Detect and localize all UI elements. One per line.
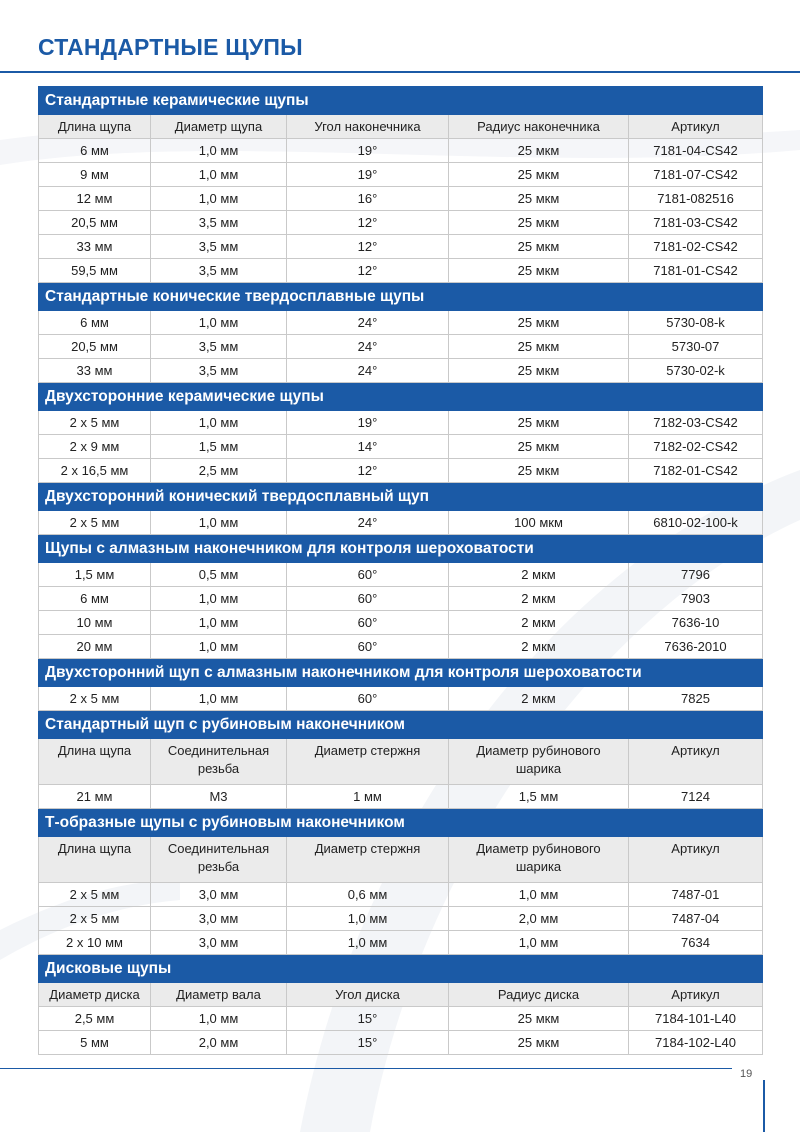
table-cell: 3,0 мм <box>151 907 287 931</box>
table-row <box>39 907 763 931</box>
table-cell: 9 мм <box>39 163 151 187</box>
table-cell: 60° <box>287 687 449 711</box>
column-header: Радиус наконечника <box>449 115 629 139</box>
probe-spec-table <box>38 86 763 1055</box>
table-row <box>39 931 763 955</box>
table-cell: 25 мкм <box>449 187 629 211</box>
table-cell: 25 мкм <box>449 435 629 459</box>
table-cell: 12° <box>287 459 449 483</box>
table-row <box>39 883 763 907</box>
table-row <box>39 611 763 635</box>
table-cell: 60° <box>287 563 449 587</box>
column-header: Диаметр диска <box>39 983 151 1007</box>
table-row <box>39 211 763 235</box>
table-cell: 33 мм <box>39 359 151 383</box>
table-cell: 2 мкм <box>449 611 629 635</box>
column-header-row <box>39 115 763 139</box>
table-cell: 60° <box>287 635 449 659</box>
table-cell: 12° <box>287 211 449 235</box>
table-cell: 2 мкм <box>449 687 629 711</box>
table-cell: 1,5 мм <box>449 785 629 809</box>
table-cell: 59,5 мм <box>39 259 151 283</box>
column-header: Длина щупа <box>39 115 151 139</box>
table-cell: 15° <box>287 1007 449 1031</box>
section-header <box>39 809 763 837</box>
column-header: Диаметр щупа <box>151 115 287 139</box>
table-cell: 5730-08-k <box>629 311 763 335</box>
title-underline <box>0 71 800 73</box>
table-cell: 25 мкм <box>449 1031 629 1055</box>
column-header-row <box>39 837 763 883</box>
table-cell: 25 мкм <box>449 211 629 235</box>
table-cell: 2 x 9 мм <box>39 435 151 459</box>
table-cell: 7636-10 <box>629 611 763 635</box>
table-cell: 60° <box>287 611 449 635</box>
table-cell: 2 мкм <box>449 635 629 659</box>
table-cell: 1,0 мм <box>151 187 287 211</box>
table-cell: M3 <box>151 785 287 809</box>
column-header: Угол наконечника <box>287 115 449 139</box>
table-row <box>39 785 763 809</box>
table-cell: 20,5 мм <box>39 335 151 359</box>
table-cell: 1,5 мм <box>151 435 287 459</box>
column-header: Радиус диска <box>449 983 629 1007</box>
table-cell: 12° <box>287 235 449 259</box>
table-cell: 3,5 мм <box>151 335 287 359</box>
table-cell: 100 мкм <box>449 511 629 535</box>
table-cell: 25 мкм <box>449 163 629 187</box>
table-cell: 2 x 5 мм <box>39 411 151 435</box>
table-cell: 2 x 5 мм <box>39 907 151 931</box>
table-row <box>39 687 763 711</box>
page-number: 19 <box>740 1068 753 1080</box>
table-cell: 25 мкм <box>449 411 629 435</box>
table-cell: 1,0 мм <box>287 907 449 931</box>
table-cell: 6810-02-100-k <box>629 511 763 535</box>
table-cell: 0,5 мм <box>151 563 287 587</box>
table-cell: 24° <box>287 511 449 535</box>
section-title: Щупы с алмазным наконечником для контроля шероховатости <box>39 535 763 563</box>
table-cell: 3,5 мм <box>151 259 287 283</box>
section-header <box>39 87 763 115</box>
table-cell: 19° <box>287 411 449 435</box>
table-row <box>39 435 763 459</box>
table-cell: 2 мкм <box>449 563 629 587</box>
column-header: Диаметр стержня <box>287 837 449 883</box>
section-header <box>39 483 763 511</box>
table-row <box>39 1007 763 1031</box>
table-cell: 3,5 мм <box>151 359 287 383</box>
table-row <box>39 459 763 483</box>
table-cell: 7182-01-CS42 <box>629 459 763 483</box>
table-cell: 1,0 мм <box>151 687 287 711</box>
table-cell: 7903 <box>629 587 763 611</box>
table-cell: 14° <box>287 435 449 459</box>
table-cell: 7181-01-CS42 <box>629 259 763 283</box>
table-cell: 6 мм <box>39 139 151 163</box>
table-cell: 2 x 5 мм <box>39 883 151 907</box>
table-row <box>39 335 763 359</box>
table-cell: 2 мкм <box>449 587 629 611</box>
column-header: Соединительная резьба <box>151 837 287 883</box>
table-cell: 19° <box>287 163 449 187</box>
column-header: Диаметр стержня <box>287 739 449 785</box>
table-cell: 7184-102-L40 <box>629 1031 763 1055</box>
table-cell: 7181-082516 <box>629 187 763 211</box>
table-cell: 2 x 5 мм <box>39 687 151 711</box>
table-cell: 25 мкм <box>449 139 629 163</box>
table-cell: 1,0 мм <box>151 587 287 611</box>
table-cell: 1,0 мм <box>151 611 287 635</box>
section-title: Дисковые щупы <box>39 955 763 983</box>
table-row <box>39 511 763 535</box>
table-cell: 2 x 10 мм <box>39 931 151 955</box>
table-cell: 24° <box>287 359 449 383</box>
footer-rule <box>0 1068 732 1069</box>
table-cell: 24° <box>287 311 449 335</box>
table-cell: 7181-03-CS42 <box>629 211 763 235</box>
section-title: Стандартный щуп с рубиновым наконечником <box>39 711 763 739</box>
column-header: Соединительная резьба <box>151 739 287 785</box>
column-header: Артикул <box>629 983 763 1007</box>
section-header <box>39 711 763 739</box>
table-cell: 24° <box>287 335 449 359</box>
table-cell: 25 мкм <box>449 359 629 383</box>
table-cell: 1,5 мм <box>39 563 151 587</box>
table-cell: 7124 <box>629 785 763 809</box>
table-cell: 7182-03-CS42 <box>629 411 763 435</box>
table-cell: 7487-01 <box>629 883 763 907</box>
table-cell: 7181-07-CS42 <box>629 163 763 187</box>
column-header: Диаметр вала <box>151 983 287 1007</box>
table-row <box>39 587 763 611</box>
table-cell: 2 x 16,5 мм <box>39 459 151 483</box>
section-title: Стандартные керамические щупы <box>39 87 763 115</box>
column-header-row <box>39 983 763 1007</box>
table-row <box>39 259 763 283</box>
table-cell: 33 мм <box>39 235 151 259</box>
table-cell: 25 мкм <box>449 311 629 335</box>
table-cell: 1,0 мм <box>151 311 287 335</box>
table-cell: 2,5 мм <box>151 459 287 483</box>
table-cell: 25 мкм <box>449 235 629 259</box>
table-row <box>39 563 763 587</box>
table-cell: 2,0 мм <box>449 907 629 931</box>
column-header: Артикул <box>629 837 763 883</box>
section-title: Двухсторонний щуп с алмазным наконечником для контроля шероховатости <box>39 659 763 687</box>
table-row <box>39 359 763 383</box>
table-cell: 1,0 мм <box>287 931 449 955</box>
table-cell: 1,0 мм <box>449 931 629 955</box>
table-cell: 25 мкм <box>449 459 629 483</box>
table-cell: 7487-04 <box>629 907 763 931</box>
table-row <box>39 187 763 211</box>
section-title: Двухсторонний конический твердосплавный щуп <box>39 483 763 511</box>
section-header <box>39 535 763 563</box>
section-title: Т-образные щупы с рубиновым наконечником <box>39 809 763 837</box>
table-row <box>39 139 763 163</box>
column-header: Артикул <box>629 115 763 139</box>
table-cell: 1,0 мм <box>151 139 287 163</box>
table-cell: 2,5 мм <box>39 1007 151 1031</box>
section-header <box>39 283 763 311</box>
table-cell: 7181-02-CS42 <box>629 235 763 259</box>
table-cell: 7182-02-CS42 <box>629 435 763 459</box>
table-cell: 19° <box>287 139 449 163</box>
table-cell: 25 мкм <box>449 1007 629 1031</box>
table-cell: 2,0 мм <box>151 1031 287 1055</box>
table-cell: 16° <box>287 187 449 211</box>
table-cell: 7634 <box>629 931 763 955</box>
table-cell: 2 x 5 мм <box>39 511 151 535</box>
table-row <box>39 311 763 335</box>
table-cell: 5 мм <box>39 1031 151 1055</box>
table-cell: 1 мм <box>287 785 449 809</box>
table-cell: 7796 <box>629 563 763 587</box>
table-cell: 5730-02-k <box>629 359 763 383</box>
table-cell: 3,5 мм <box>151 235 287 259</box>
table-cell: 25 мкм <box>449 335 629 359</box>
table-cell: 1,0 мм <box>449 883 629 907</box>
column-header: Артикул <box>629 739 763 785</box>
table-cell: 7825 <box>629 687 763 711</box>
section-header <box>39 955 763 983</box>
table-cell: 1,0 мм <box>151 163 287 187</box>
table-cell: 1,0 мм <box>151 511 287 535</box>
section-header <box>39 383 763 411</box>
table-row <box>39 163 763 187</box>
table-cell: 12° <box>287 259 449 283</box>
table-cell: 6 мм <box>39 587 151 611</box>
table-row <box>39 235 763 259</box>
section-title: Двухсторонние керамические щупы <box>39 383 763 411</box>
footer-side-bar <box>763 1080 765 1132</box>
table-cell: 5730-07 <box>629 335 763 359</box>
table-cell: 60° <box>287 587 449 611</box>
table-cell: 7181-04-CS42 <box>629 139 763 163</box>
table-cell: 21 мм <box>39 785 151 809</box>
table-cell: 0,6 мм <box>287 883 449 907</box>
table-cell: 3,0 мм <box>151 931 287 955</box>
column-header: Диаметр рубинового шарика <box>449 837 629 883</box>
table-cell: 3,5 мм <box>151 211 287 235</box>
table-cell: 15° <box>287 1031 449 1055</box>
section-header <box>39 659 763 687</box>
column-header: Диаметр рубинового шарика <box>449 739 629 785</box>
table-cell: 10 мм <box>39 611 151 635</box>
page-title: СТАНДАРТНЫЕ ЩУПЫ <box>38 34 303 60</box>
table-cell: 1,0 мм <box>151 635 287 659</box>
column-header: Угол диска <box>287 983 449 1007</box>
column-header-row <box>39 739 763 785</box>
table-row <box>39 411 763 435</box>
table-cell: 20 мм <box>39 635 151 659</box>
table-cell: 12 мм <box>39 187 151 211</box>
table-cell: 6 мм <box>39 311 151 335</box>
table-cell: 7636-2010 <box>629 635 763 659</box>
column-header: Длина щупа <box>39 837 151 883</box>
table-cell: 7184-101-L40 <box>629 1007 763 1031</box>
section-title: Стандартные конические твердосплавные щупы <box>39 283 763 311</box>
table-cell: 1,0 мм <box>151 411 287 435</box>
table-cell: 20,5 мм <box>39 211 151 235</box>
table-row <box>39 635 763 659</box>
table-cell: 3,0 мм <box>151 883 287 907</box>
column-header: Длина щупа <box>39 739 151 785</box>
table-cell: 25 мкм <box>449 259 629 283</box>
table-row <box>39 1031 763 1055</box>
table-cell: 1,0 мм <box>151 1007 287 1031</box>
